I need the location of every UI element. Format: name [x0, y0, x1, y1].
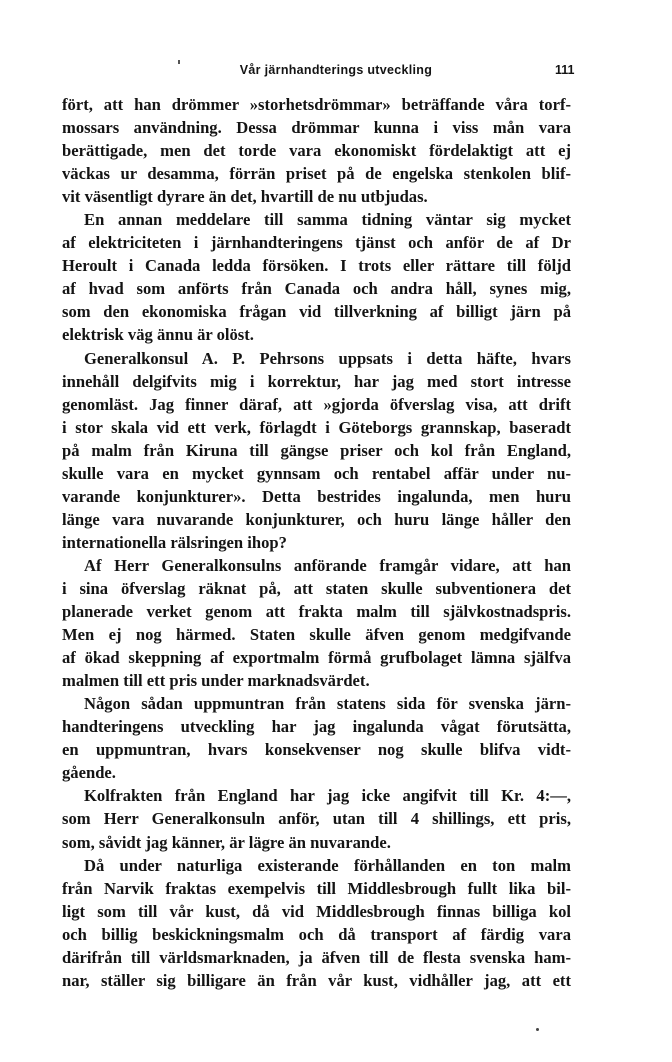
text-line: en uppmuntran, hvars konsekvenser nog skulle blifva vidt-: [62, 740, 571, 760]
text-line: nar, ställer sig billigare än från vår kust, vidhåller jag, att ett: [62, 970, 571, 990]
paragraph-start-line: Generalkonsul A. P. Pehrsons uppsats i detta häfte, hvars: [84, 348, 571, 368]
text-line: vit väsentligt dyrare än det, hvartill de nu utbjudas.: [62, 187, 428, 207]
text-line: elektrisk väg ännu är olöst.: [62, 325, 254, 345]
text-line: i sina öfverslag räknat på, att staten skulle subventionera det: [62, 578, 571, 598]
text-line: från Narvik fraktas exempelvis till Middlesbrough fullt lika bil-: [62, 878, 571, 898]
text-line: genomläst. Jag finner däraf, att »gjorda öfverslag visa, att drift: [62, 394, 571, 414]
text-line: mossars användning. Dessa drömmar kunna i viss mån vara: [62, 118, 571, 138]
text-line: i stor skala vid ett verk, förlagdt i Göteborgs grannskap, baseradt: [62, 417, 571, 437]
paragraph-start-line: Af Herr Generalkonsulns anförande framgår vidare, att han: [84, 555, 571, 575]
text-line: internationella rälsringen ihop?: [62, 532, 287, 552]
text-line: skulle vara en mycket gynnsam och rentabel affär under nu-: [62, 463, 571, 483]
paragraph-start-line: En annan meddelare till samma tidning väntar sig mycket: [84, 210, 571, 230]
text-line: som den ekonomiska frågan vid tillverkning af billigt järn på: [62, 302, 571, 322]
text-line: innehåll delgifvits mig i korrektur, har jag med stort intresse: [62, 371, 571, 391]
text-line: varande konjunkturer». Detta bestrides ingalunda, men huru: [62, 486, 571, 506]
text-line: af hvad som anförts från Canada och andra håll, synes mig,: [62, 279, 571, 299]
paragraph-start-line: Någon sådan uppmuntran från statens sida för svenska järn-: [84, 694, 571, 714]
text-line: handteringens utveckling har jag ingalunda vågat förutsätta,: [62, 717, 571, 737]
running-title: Vår järnhandterings utveckling: [239, 63, 433, 77]
text-line: malmen till ett pris under marknadsvärdet.: [62, 671, 370, 691]
text-line: väckas ur desamma, förrän priset på de engelska stenkolen blif-: [62, 164, 571, 184]
text-line: länge vara nuvarande konjunkturer, och huru länge håller den: [62, 509, 571, 529]
text-line: af ökad skeppning af exportmalm förmå grufbolaget lämna själfva: [62, 648, 571, 668]
text-line: gående.: [62, 763, 116, 783]
text-line: och billig beskickningsmalm och då transport af färdig vara: [62, 924, 571, 944]
text-line: fört, att han drömmer »storhetsdrömmar» beträffande våra torf-: [62, 95, 571, 114]
text-line: därifrån till världsmarknaden, ja äfven till de flesta svenska ham-: [62, 947, 571, 967]
text-line: af elektriciteten i järnhandteringens tjänst och anför de af Dr: [62, 233, 571, 253]
paragraph-start-line: Då under naturliga existerande förhållanden en ton malm: [84, 855, 571, 875]
text-line: planerade verket genom att frakta malm till självkostnadspris.: [62, 602, 571, 622]
page-header: [0, 63, 672, 83]
text-line: Heroult i Canada ledda försöken. I trots eller rättare till följd: [62, 256, 571, 276]
text-line: på malm från Kiruna till gängse priser och kol från England,: [62, 440, 571, 460]
stray-dot-mark: [536, 1028, 539, 1031]
page-number: 111: [555, 63, 575, 77]
text-line: som, såvidt jag känner, är lägre än nuvarande.: [62, 832, 391, 852]
text-line: som Herr Generalkonsuln anför, utan till 4 shillings, ett pris,: [62, 809, 571, 829]
text-line: berättigade, men det torde vara ekonomiskt fördelaktigt att ej: [62, 141, 571, 161]
text-line: ligt som till vår kust, då vid Middlesbrough finnas billiga kol: [62, 901, 571, 921]
paragraph-start-line: Kolfrakten från England har jag icke angifvit till Kr. 4:—,: [84, 786, 571, 806]
text-line: Men ej nog härmed. Staten skulle äfven genom medgifvande: [62, 625, 571, 645]
body-text: [62, 93, 571, 992]
